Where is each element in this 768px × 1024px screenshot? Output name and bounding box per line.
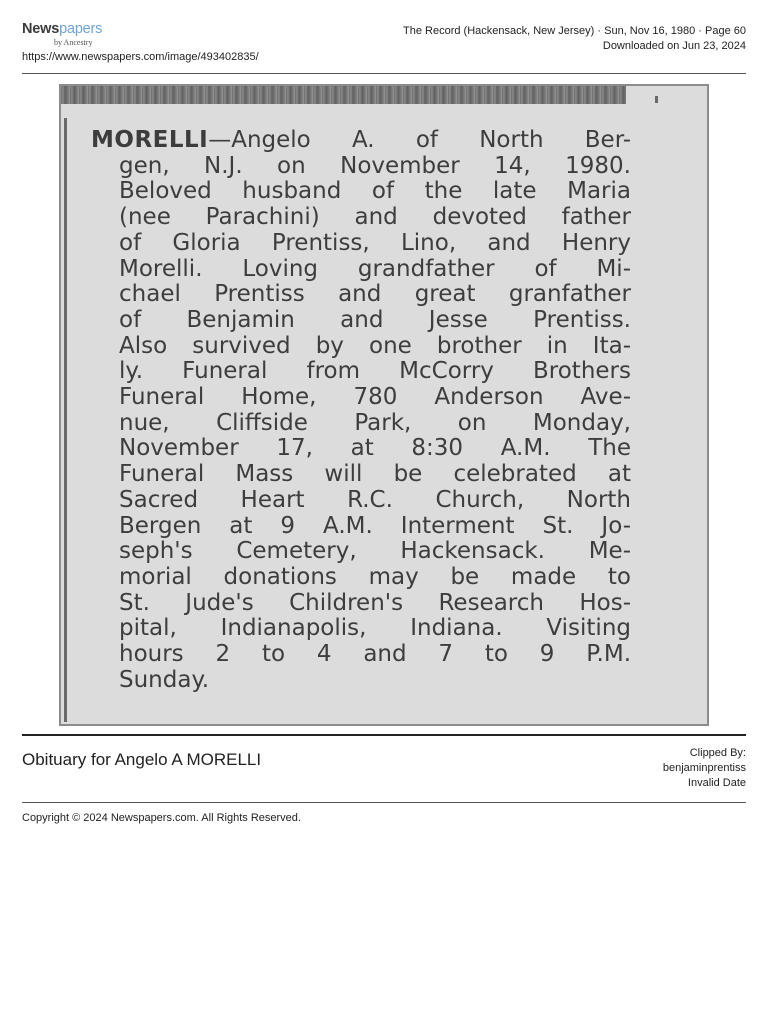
obituary-line: hours 2 to 4 and 7 to 9 P.M. [119,641,631,668]
clipping-speck [655,96,658,103]
obituary-line: St. Jude's Children's Research Hos- [119,589,631,616]
obituary-line: gen, N.J. on November 14, 1980. [119,152,631,179]
downloaded-line: Downloaded on Jun 23, 2024 [602,40,746,52]
obituary-line: ly. Funeral from McCorry Brothers [119,358,631,385]
obituary-line: Also survived by one brother in Ita- [119,332,631,359]
clipping-top-band [61,86,626,104]
obituary-line: of Gloria Prentiss, Lino, and Henry [119,229,631,256]
obituary-line: morial donations may be made to [119,563,631,590]
obituary-line: of Benjamin and Jesse Prentiss. [119,306,631,333]
obituary-line: Funeral Mass will be celebrated at [119,461,631,488]
source-info [403,24,746,54]
obituary-line [91,128,631,154]
obituary-line: Morelli. Loving grandfather of Mi- [119,255,631,282]
obituary-line: nue, Cliffside Park, on Monday, [119,409,631,436]
obituary-line: Sacred Heart R.C. Church, North [119,486,631,513]
clipping-image [59,84,709,726]
obituary-line: Bergen at 9 A.M. Interment St. Jo- [119,512,631,539]
obituary-line: November 17, at 8:30 A.M. The [119,435,631,462]
clipped-by-label: Clipped By: [689,747,746,759]
clipping-left-rule [64,118,67,722]
newspapers-logo[interactable] [22,20,122,50]
source-url-link[interactable]: https://www.newspapers.com/image/493402835/ [22,51,259,63]
obituary-line: (nee Parachini) and devoted father [119,204,631,231]
obituary-line: Funeral Home, 780 Anderson Ave- [119,384,631,411]
clipped-date: Invalid Date [687,777,746,789]
publication-line: The Record (Hackensack, New Jersey) · Sun, Nov 16, 1980 · Page 60 [403,25,746,37]
obituary-text [91,128,631,693]
caption-bar [22,734,746,803]
page-header [22,20,746,74]
obituary-line-text: —Angelo A. of North Ber- [208,127,631,153]
obituary-line: Sunday. [119,666,210,693]
logo-ancestry-text: by Ancestry [54,38,93,47]
clipping-title: Obituary for Angelo A MORELLI [22,750,262,769]
obituary-line: Beloved husband of the late Maria [119,178,631,205]
obituary-line: chael Prentiss and great granfather [119,281,631,308]
obituary-line: seph's Cemetery, Hackensack. Me- [119,538,631,565]
logo-papers-text: papers [59,21,103,37]
logo-news-text: News [22,21,60,37]
clipped-by-user[interactable]: benjaminprentiss [662,762,746,774]
obituary-line: pital, Indianapolis, Indiana. Visiting [119,615,631,642]
clipped-info [663,746,746,791]
obituary-name: MORELLI [91,127,209,153]
copyright-text: Copyright © 2024 Newspapers.com. All Rights Reserved. [22,812,301,824]
logo-wordmark [22,21,102,37]
